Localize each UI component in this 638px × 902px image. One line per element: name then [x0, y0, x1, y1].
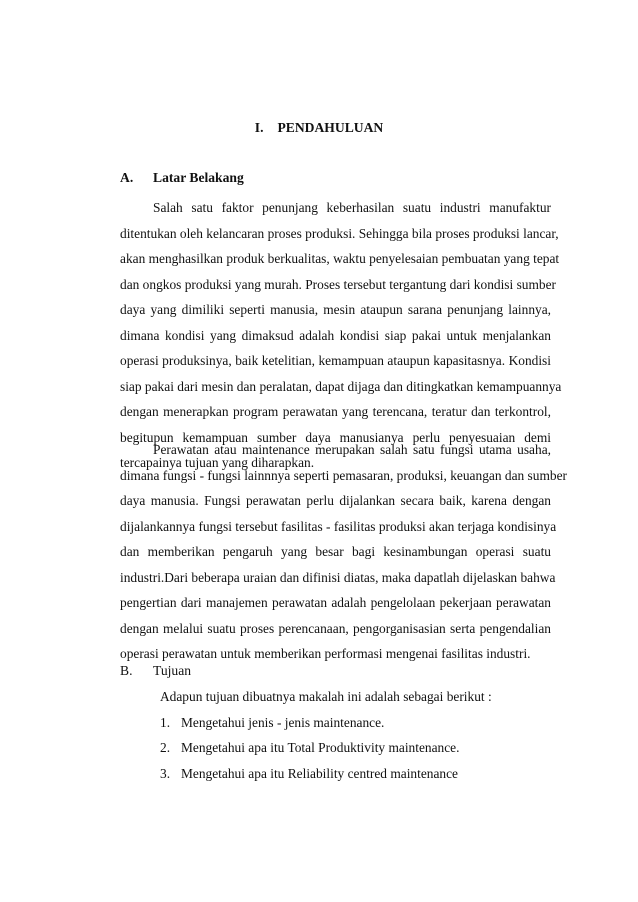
section-a-heading: [120, 170, 244, 186]
section-b-title: Tujuan: [153, 663, 192, 678]
paragraph-line: begitupun kemampuan sumber daya manusianya perlu penyesuaian demi: [120, 429, 551, 445]
paragraph-line: tercapainya tujuan yang diharapkan.: [120, 455, 315, 470]
paragraph-line: industri.Dari beberapa uraian dan difinisi diatas, maka dapatlah dijelaskan bahwa: [120, 569, 556, 585]
list-item-number: 2.: [160, 740, 171, 755]
list-item: [160, 735, 492, 761]
paragraph-line: siap pakai dari mesin dan peralatan, dapat dijaga dan ditingkatkan kemampuannya: [120, 378, 562, 394]
section-b-heading: [120, 663, 191, 679]
objectives-intro: Adapun tujuan dibuatnya makalah ini adalah sebagai berikut :: [160, 689, 492, 704]
paragraph-line: Perawatan atau maintenance merupakan salah satu fungsi utama usaha,: [153, 442, 551, 457]
chapter-title: [0, 120, 638, 136]
chapter-title-text: PENDAHULUAN: [277, 120, 384, 135]
paragraph-line: ditentukan oleh kelancaran proses produksi. Sehingga bila proses produksi lancar,: [120, 225, 559, 241]
list-item: [160, 761, 492, 787]
paragraph-line: operasi perawatan untuk memberikan performasi mengenai fasilitas industri.: [120, 646, 531, 661]
paragraph-line: operasi produksinya, baik ketelitian, kemampuan ataupun kapasitasnya. Kondisi: [120, 353, 551, 368]
section-a-paragraph-1: [120, 195, 562, 476]
section-a-letter: A.: [120, 170, 134, 185]
paragraph-line: dimana kondisi yang dimaksud adalah kondisi siap pakai untuk menjalankan: [120, 327, 551, 343]
paragraph-line: dan memberikan pengaruh yang besar bagi kesinambungan operasi suatu: [120, 544, 551, 559]
section-a-paragraph-2: [120, 437, 567, 667]
paragraph-line: akan menghasilkan produk berkualitas, waktu penyelesaian pembuatan yang tepat: [120, 251, 560, 266]
paragraph-line: daya manusia. Fungsi perawatan perlu dijalankan secara baik, karena dengan: [120, 493, 551, 508]
list-item-text: Mengetahui jenis - jenis maintenance.: [181, 714, 385, 730]
list-item: [160, 710, 492, 736]
paragraph-line: dengan melalui suatu proses perencanaan, pengorganisasian serta pengendalian: [120, 620, 551, 636]
section-b-letter: B.: [120, 663, 133, 678]
paragraph-line: dimana fungsi - fungsi lainnnya seperti pemasaran, produksi, keuangan dan sumber: [120, 467, 567, 483]
paragraph-line: dijalankannya fungsi tersebut fasilitas - fasilitas produksi akan terjaga kondisinya: [120, 518, 557, 534]
list-item-number: 3.: [160, 765, 171, 781]
objectives-list: [160, 684, 492, 786]
list-item-text: Mengetahui apa itu Reliability centred maintenance: [181, 765, 459, 781]
paragraph-line: pengertian dari manajemen perawatan adalah pengelolaan pekerjaan perawatan: [120, 595, 551, 610]
list-item-number: 1.: [160, 714, 171, 730]
chapter-number: I.: [254, 120, 264, 135]
list-item-text: Mengetahui apa itu Total Produktivity maintenance.: [181, 740, 460, 755]
paragraph-line: dengan menerapkan program perawatan yang terencana, teratur dan terkontrol,: [120, 404, 551, 419]
section-a-title: Latar Belakang: [153, 170, 244, 185]
paragraph-line: Salah satu faktor penunjang keberhasilan suatu industri manufaktur: [153, 200, 551, 215]
paragraph-line: daya yang dimiliki seperti manusia, mesin ataupun sarana penunjang lainnya,: [120, 302, 551, 317]
paragraph-line: dan ongkos produksi yang murah. Proses tersebut tergantung dari kondisi sumber: [120, 276, 556, 292]
